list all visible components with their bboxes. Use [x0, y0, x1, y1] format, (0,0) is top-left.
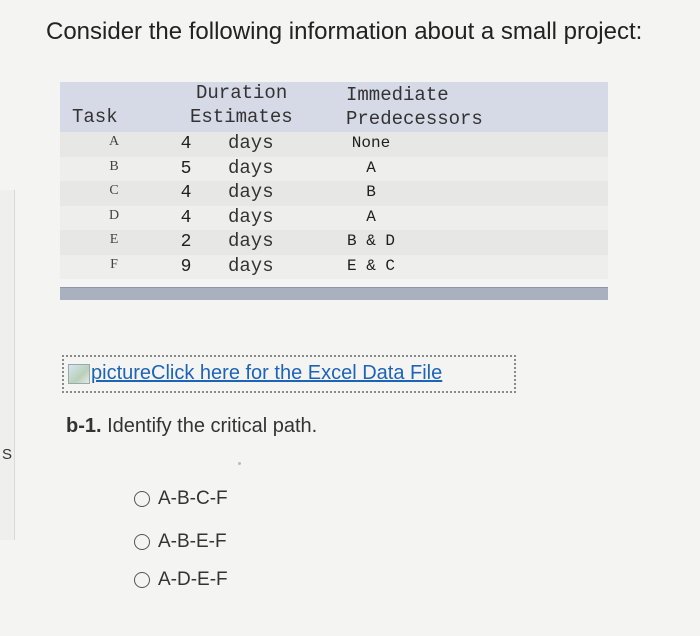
- duration-cell: 4: [180, 207, 192, 228]
- pred-cell: E & C: [346, 256, 395, 275]
- question-number: b-1.: [66, 415, 102, 437]
- header-task: Task: [72, 106, 118, 128]
- table-scrollbar[interactable]: [60, 287, 608, 300]
- task-cell: B: [109, 158, 119, 174]
- task-cell: F: [110, 256, 118, 272]
- excel-file-link[interactable]: [62, 355, 516, 393]
- header-pred-line1: Immediate: [346, 84, 449, 106]
- unit-cell: days: [228, 181, 274, 203]
- question-text: [66, 415, 317, 438]
- excel-link-text[interactable]: pictureClick here for the Excel Data File: [91, 362, 443, 384]
- option-label[interactable]: A-B-E-F: [158, 531, 227, 552]
- duration-cell: 4: [180, 183, 192, 203]
- radio-button[interactable]: [134, 572, 150, 588]
- unit-cell: days: [228, 156, 274, 179]
- pred-cell: B & D: [346, 232, 395, 250]
- radio-button[interactable]: [134, 534, 150, 550]
- duration-cell: 2: [180, 232, 192, 252]
- unit-cell: days: [228, 254, 274, 277]
- unit-cell: days: [228, 230, 274, 252]
- header-duration-line1: Duration: [196, 82, 288, 104]
- stray-dot: [238, 462, 241, 465]
- broken-image-icon: [68, 364, 90, 384]
- pred-cell: None: [351, 134, 391, 152]
- pred-cell: A: [366, 207, 376, 226]
- task-cell: C: [109, 183, 119, 198]
- header-duration-line2: Estimates: [190, 106, 293, 128]
- table-header-band: [60, 82, 608, 132]
- data-table: [60, 82, 608, 302]
- radio-button[interactable]: [134, 491, 150, 507]
- left-panel-edge: [0, 190, 15, 540]
- option-abef[interactable]: [134, 530, 227, 554]
- option-label[interactable]: A-D-E-F: [158, 569, 228, 590]
- option-abcf[interactable]: [134, 487, 228, 511]
- side-letter: S: [2, 446, 13, 463]
- pred-cell: B: [366, 183, 376, 201]
- page-title: Consider the following information about a small project:: [46, 18, 643, 45]
- task-cell: A: [108, 134, 120, 149]
- question-body: Identify the critical path.: [101, 415, 318, 437]
- pred-cell: A: [366, 158, 376, 177]
- option-adef[interactable]: [134, 568, 228, 592]
- duration-cell: 5: [180, 158, 192, 179]
- duration-cell: 9: [180, 256, 192, 277]
- task-cell: D: [108, 207, 120, 223]
- option-label[interactable]: A-B-C-F: [158, 488, 228, 509]
- duration-cell: 4: [180, 134, 192, 154]
- header-pred-line2: Predecessors: [346, 108, 483, 130]
- unit-cell: days: [228, 132, 274, 154]
- task-cell: E: [109, 232, 119, 247]
- unit-cell: days: [228, 205, 274, 228]
